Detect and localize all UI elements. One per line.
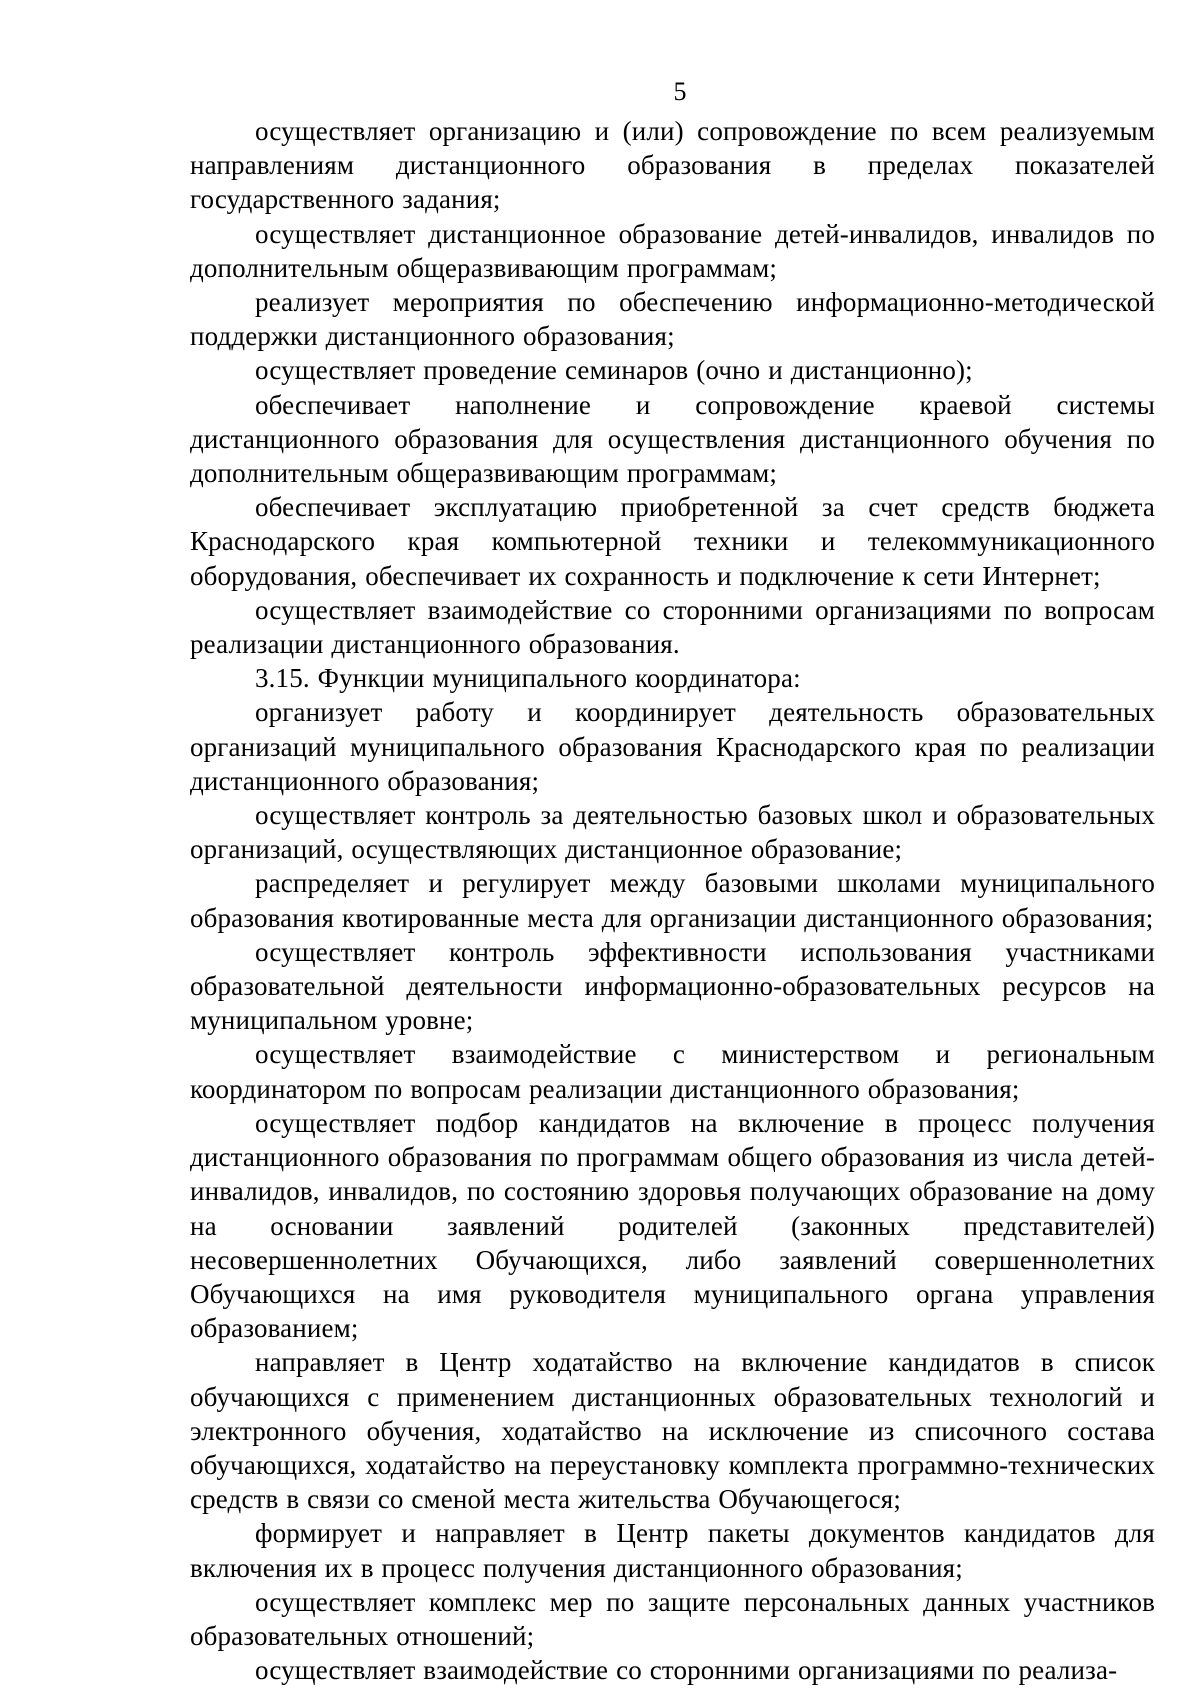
paragraph: осуществляет взаимодействие со сторонними организациями по вопросам реализации дистанционного образования.	[190, 594, 1155, 660]
paragraph: осуществляет взаимодействие с министерством и региональным координатором по вопросам реализации дистанционного образования;	[190, 1039, 1155, 1104]
paragraph: осуществляет организацию и (или) сопровождение по всем реализуемым направлениям дистанционного образования в пределах показателей государственного задания;	[190, 116, 1155, 215]
paragraph: осуществляет контроль за деятельностью базовых школ и образовательных организаций, осуществляющих дистанционное образование;	[190, 800, 1155, 865]
paragraph: обеспечивает наполнение и сопровождение краевой системы дистанционного образования для осуществления дистанционного обучения по дополнительным общеразвивающим программам;	[190, 389, 1155, 489]
paragraph: осуществляет дистанционное образование детей-инвалидов, инвалидов по дополнительным общеразвивающим программам;	[190, 218, 1155, 283]
page-number: 5	[673, 77, 687, 106]
paragraph: распределяет и регулирует между базовыми школами муниципального образования квотированные места для организации дистанционного образования;	[190, 868, 1155, 933]
paragraph-continued: осуществляет взаимодействие со сторонними организациями по реализа-	[255, 1655, 1118, 1686]
paragraph: организует работу и координирует деятельность образовательных организаций муниципального образования Краснодарского края по реализации дистанционного образования;	[190, 697, 1155, 796]
paragraph: осуществляет подбор кандидатов на включение в процесс получения дистанционного образования по программам общего образования из числа детей-инвалидов, инвалидов, по состоянию здоровья получающих образование на дому на основании заявлений родителей (законных представителей) несовершеннолетних Обучающихся, либо заявлений совершеннолетних Обучающихся на имя руководителя муниципального органа управления образованием;	[190, 1107, 1155, 1344]
paragraph: реализует мероприятия по обеспечению информационно-методической поддержки дистанционного образования;	[190, 287, 1155, 352]
paragraph: осуществляет контроль эффективности использования участниками образовательной деятельности информационно-образовательных ресурсов на муниципальном уровне;	[190, 936, 1155, 1036]
paragraph: обеспечивает эксплуатацию приобретенной за счет средств бюджета Краснодарского края компьютерной техники и телекоммуникационного оборудования, обеспечивает их сохранность и подключение к сети Интернет;	[190, 492, 1155, 591]
section-heading: 3.15. Функции муниципального координатора:	[255, 663, 801, 694]
paragraph: формирует и направляет в Центр пакеты документов кандидатов для включения их в процесс получения дистанционного образования;	[190, 1518, 1155, 1583]
paragraph: осуществляет проведение семинаров (очно и дистанционно);	[255, 355, 973, 386]
paragraph: направляет в Центр ходатайство на включение кандидатов в список обучающихся с применением дистанционных образовательных технологий и электронного обучения, ходатайство на исключение из списочного состава обучающихся, ходатайство на переустановку комплекта программно-технических средств в связи со сменой места жительства Обучающегося;	[190, 1347, 1155, 1515]
document-body	[190, 114, 1155, 1687]
paragraph: осуществляет комплекс мер по защите персональных данных участников образовательных отношений;	[190, 1586, 1155, 1651]
